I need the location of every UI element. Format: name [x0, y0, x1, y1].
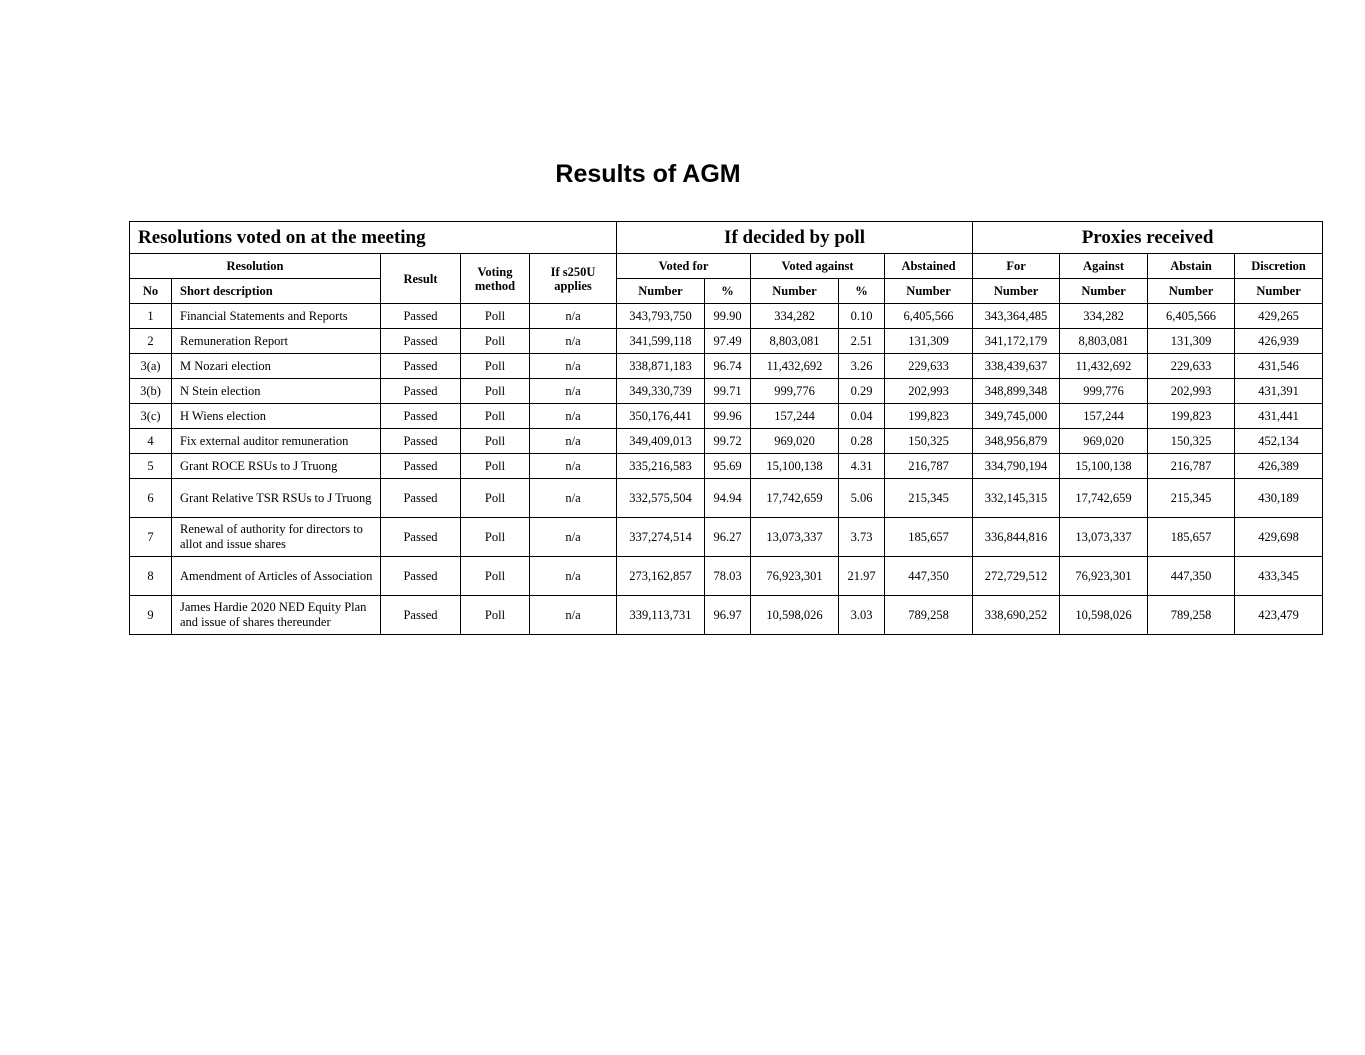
cell-proxy-discretion: 431,441	[1235, 404, 1323, 429]
cell-s250u: n/a	[530, 379, 617, 404]
header-proxy-against: Against	[1060, 254, 1148, 279]
cell-voted-against-percent: 0.04	[839, 404, 885, 429]
cell-abstained-number: 199,823	[885, 404, 973, 429]
cell-voted-for-number: 349,409,013	[617, 429, 705, 454]
cell-short-description: Amendment of Articles of Association	[172, 557, 381, 596]
cell-voted-for-number: 349,330,739	[617, 379, 705, 404]
cell-voted-for-percent: 99.90	[705, 304, 751, 329]
cell-proxy-against: 11,432,692	[1060, 354, 1148, 379]
cell-no: 7	[130, 518, 172, 557]
cell-proxy-against: 969,020	[1060, 429, 1148, 454]
cell-proxy-discretion: 426,389	[1235, 454, 1323, 479]
cell-proxy-abstain: 447,350	[1148, 557, 1235, 596]
cell-voting-method: Poll	[461, 429, 530, 454]
table-row	[130, 454, 1323, 479]
cell-voted-against-number: 969,020	[751, 429, 839, 454]
header-against-number: Number	[751, 279, 839, 304]
cell-abstained-number: 789,258	[885, 596, 973, 635]
cell-voted-for-percent: 96.97	[705, 596, 751, 635]
header-no: No	[130, 279, 172, 304]
cell-voted-for-number: 341,599,118	[617, 329, 705, 354]
cell-voting-method: Poll	[461, 557, 530, 596]
cell-result: Passed	[381, 454, 461, 479]
cell-proxy-discretion: 429,265	[1235, 304, 1323, 329]
table-row	[130, 596, 1323, 635]
cell-voted-for-percent: 94.94	[705, 479, 751, 518]
cell-proxy-abstain: 215,345	[1148, 479, 1235, 518]
header-for-percent: %	[705, 279, 751, 304]
cell-proxy-for: 338,690,252	[973, 596, 1060, 635]
cell-proxy-against: 13,073,337	[1060, 518, 1148, 557]
cell-voted-for-number: 337,274,514	[617, 518, 705, 557]
cell-short-description: Grant ROCE RSUs to J Truong	[172, 454, 381, 479]
cell-voted-against-number: 999,776	[751, 379, 839, 404]
cell-short-description: N Stein election	[172, 379, 381, 404]
cell-voted-against-percent: 3.26	[839, 354, 885, 379]
header-resolution: Resolution	[130, 254, 381, 279]
cell-s250u: n/a	[530, 429, 617, 454]
cell-proxy-abstain: 150,325	[1148, 429, 1235, 454]
header-for-number: Number	[617, 279, 705, 304]
table-row	[130, 404, 1323, 429]
page-title: Results of AGM	[555, 160, 741, 188]
cell-proxy-abstain: 6,405,566	[1148, 304, 1235, 329]
cell-voted-for-percent: 99.96	[705, 404, 751, 429]
cell-proxy-abstain: 202,993	[1148, 379, 1235, 404]
cell-result: Passed	[381, 596, 461, 635]
header-proxy-abstain: Abstain	[1148, 254, 1235, 279]
cell-short-description: Renewal of authority for directors to allot and issue shares	[172, 518, 381, 557]
cell-s250u: n/a	[530, 557, 617, 596]
table-row	[130, 518, 1323, 557]
cell-short-description: M Nozari election	[172, 354, 381, 379]
cell-short-description: Remuneration Report	[172, 329, 381, 354]
cell-voting-method: Poll	[461, 379, 530, 404]
cell-voted-against-percent: 2.51	[839, 329, 885, 354]
cell-voted-against-percent: 5.06	[839, 479, 885, 518]
cell-voted-against-number: 11,432,692	[751, 354, 839, 379]
cell-result: Passed	[381, 404, 461, 429]
cell-voted-for-percent: 96.74	[705, 354, 751, 379]
cell-proxy-for: 272,729,512	[973, 557, 1060, 596]
cell-s250u: n/a	[530, 304, 617, 329]
cell-voting-method: Poll	[461, 479, 530, 518]
cell-voting-method: Poll	[461, 404, 530, 429]
cell-s250u: n/a	[530, 354, 617, 379]
cell-short-description: Fix external auditor remuneration	[172, 429, 381, 454]
cell-result: Passed	[381, 479, 461, 518]
cell-voted-against-number: 10,598,026	[751, 596, 839, 635]
cell-voted-for-percent: 95.69	[705, 454, 751, 479]
cell-proxy-against: 334,282	[1060, 304, 1148, 329]
cell-s250u: n/a	[530, 454, 617, 479]
cell-no: 2	[130, 329, 172, 354]
cell-proxy-against: 76,923,301	[1060, 557, 1148, 596]
cell-proxy-abstain: 185,657	[1148, 518, 1235, 557]
cell-short-description: Grant Relative TSR RSUs to J Truong	[172, 479, 381, 518]
cell-s250u: n/a	[530, 596, 617, 635]
cell-voted-for-number: 335,216,583	[617, 454, 705, 479]
cell-proxy-discretion: 423,479	[1235, 596, 1323, 635]
cell-voted-for-number: 339,113,731	[617, 596, 705, 635]
header-voted-against: Voted against	[751, 254, 885, 279]
cell-no: 5	[130, 454, 172, 479]
cell-proxy-for: 338,439,637	[973, 354, 1060, 379]
cell-proxy-for: 348,899,348	[973, 379, 1060, 404]
section-resolutions: Resolutions voted on at the meeting	[130, 222, 617, 254]
cell-voted-against-percent: 21.97	[839, 557, 885, 596]
cell-voted-for-number: 273,162,857	[617, 557, 705, 596]
cell-no: 4	[130, 429, 172, 454]
table-row	[130, 329, 1323, 354]
results-body	[130, 304, 1323, 635]
header-proxy-against-number: Number	[1060, 279, 1148, 304]
cell-voted-against-number: 334,282	[751, 304, 839, 329]
cell-proxy-against: 999,776	[1060, 379, 1148, 404]
cell-proxy-discretion: 431,391	[1235, 379, 1323, 404]
cell-s250u: n/a	[530, 518, 617, 557]
cell-abstained-number: 447,350	[885, 557, 973, 596]
cell-proxy-abstain: 789,258	[1148, 596, 1235, 635]
cell-proxy-for: 332,145,315	[973, 479, 1060, 518]
cell-result: Passed	[381, 379, 461, 404]
section-proxies: Proxies received	[973, 222, 1323, 254]
table-row	[130, 304, 1323, 329]
cell-s250u: n/a	[530, 329, 617, 354]
cell-proxy-abstain: 229,633	[1148, 354, 1235, 379]
cell-result: Passed	[381, 518, 461, 557]
cell-proxy-discretion: 452,134	[1235, 429, 1323, 454]
cell-voted-against-number: 157,244	[751, 404, 839, 429]
cell-no: 3(b)	[130, 379, 172, 404]
cell-proxy-against: 15,100,138	[1060, 454, 1148, 479]
cell-short-description: Financial Statements and Reports	[172, 304, 381, 329]
cell-voted-against-number: 76,923,301	[751, 557, 839, 596]
cell-proxy-for: 334,790,194	[973, 454, 1060, 479]
cell-no: 1	[130, 304, 172, 329]
cell-voting-method: Poll	[461, 596, 530, 635]
cell-voted-against-percent: 4.31	[839, 454, 885, 479]
cell-voting-method: Poll	[461, 454, 530, 479]
cell-proxy-against: 157,244	[1060, 404, 1148, 429]
cell-voted-for-number: 343,793,750	[617, 304, 705, 329]
cell-abstained-number: 150,325	[885, 429, 973, 454]
cell-voted-against-number: 17,742,659	[751, 479, 839, 518]
header-proxy-for: For	[973, 254, 1060, 279]
cell-voted-for-number: 350,176,441	[617, 404, 705, 429]
agm-results-table	[129, 221, 1323, 635]
header-abstained: Abstained	[885, 254, 973, 279]
table-row	[130, 379, 1323, 404]
table-row	[130, 557, 1323, 596]
cell-proxy-abstain: 131,309	[1148, 329, 1235, 354]
cell-voted-against-number: 8,803,081	[751, 329, 839, 354]
header-abstained-number: Number	[885, 279, 973, 304]
cell-voted-for-number: 338,871,183	[617, 354, 705, 379]
cell-voted-against-percent: 0.10	[839, 304, 885, 329]
cell-abstained-number: 6,405,566	[885, 304, 973, 329]
header-result: Result	[381, 254, 461, 304]
cell-no: 3(c)	[130, 404, 172, 429]
cell-voted-against-percent: 3.73	[839, 518, 885, 557]
cell-no: 8	[130, 557, 172, 596]
cell-s250u: n/a	[530, 404, 617, 429]
table-row	[130, 354, 1323, 379]
cell-proxy-discretion: 426,939	[1235, 329, 1323, 354]
cell-voted-for-percent: 96.27	[705, 518, 751, 557]
cell-proxy-against: 8,803,081	[1060, 329, 1148, 354]
cell-no: 3(a)	[130, 354, 172, 379]
cell-proxy-for: 336,844,816	[973, 518, 1060, 557]
cell-proxy-against: 10,598,026	[1060, 596, 1148, 635]
table-row	[130, 429, 1323, 454]
cell-voted-against-number: 15,100,138	[751, 454, 839, 479]
cell-voting-method: Poll	[461, 518, 530, 557]
cell-voted-for-number: 332,575,504	[617, 479, 705, 518]
cell-abstained-number: 202,993	[885, 379, 973, 404]
cell-voted-for-percent: 78.03	[705, 557, 751, 596]
cell-proxy-for: 349,745,000	[973, 404, 1060, 429]
cell-voting-method: Poll	[461, 304, 530, 329]
cell-proxy-abstain: 216,787	[1148, 454, 1235, 479]
cell-result: Passed	[381, 304, 461, 329]
header-proxy-discretion-number: Number	[1235, 279, 1323, 304]
cell-abstained-number: 185,657	[885, 518, 973, 557]
cell-proxy-for: 341,172,179	[973, 329, 1060, 354]
cell-voted-for-percent: 99.71	[705, 379, 751, 404]
header-s250u: If s250U applies	[530, 254, 617, 304]
header-voting-method: Voting method	[461, 254, 530, 304]
cell-abstained-number: 229,633	[885, 354, 973, 379]
header-proxy-abstain-number: Number	[1148, 279, 1235, 304]
cell-result: Passed	[381, 429, 461, 454]
cell-voting-method: Poll	[461, 354, 530, 379]
header-proxy-discretion: Discretion	[1235, 254, 1323, 279]
cell-short-description: James Hardie 2020 NED Equity Plan and issue of shares thereunder	[172, 596, 381, 635]
cell-short-description: H Wiens election	[172, 404, 381, 429]
cell-s250u: n/a	[530, 479, 617, 518]
cell-result: Passed	[381, 329, 461, 354]
cell-voted-for-percent: 99.72	[705, 429, 751, 454]
cell-proxy-discretion: 429,698	[1235, 518, 1323, 557]
cell-proxy-abstain: 199,823	[1148, 404, 1235, 429]
cell-result: Passed	[381, 354, 461, 379]
cell-voted-against-percent: 3.03	[839, 596, 885, 635]
cell-no: 9	[130, 596, 172, 635]
cell-proxy-discretion: 431,546	[1235, 354, 1323, 379]
cell-proxy-against: 17,742,659	[1060, 479, 1148, 518]
cell-proxy-discretion: 430,189	[1235, 479, 1323, 518]
header-proxy-for-number: Number	[973, 279, 1060, 304]
cell-abstained-number: 215,345	[885, 479, 973, 518]
cell-voted-against-percent: 0.29	[839, 379, 885, 404]
cell-no: 6	[130, 479, 172, 518]
cell-proxy-for: 343,364,485	[973, 304, 1060, 329]
cell-voted-against-percent: 0.28	[839, 429, 885, 454]
cell-abstained-number: 216,787	[885, 454, 973, 479]
cell-voted-against-number: 13,073,337	[751, 518, 839, 557]
header-against-percent: %	[839, 279, 885, 304]
header-voted-for: Voted for	[617, 254, 751, 279]
cell-proxy-for: 348,956,879	[973, 429, 1060, 454]
cell-voting-method: Poll	[461, 329, 530, 354]
table-row	[130, 479, 1323, 518]
cell-result: Passed	[381, 557, 461, 596]
cell-proxy-discretion: 433,345	[1235, 557, 1323, 596]
cell-voted-for-percent: 97.49	[705, 329, 751, 354]
cell-abstained-number: 131,309	[885, 329, 973, 354]
section-poll: If decided by poll	[617, 222, 973, 254]
header-short-description: Short description	[172, 279, 381, 304]
